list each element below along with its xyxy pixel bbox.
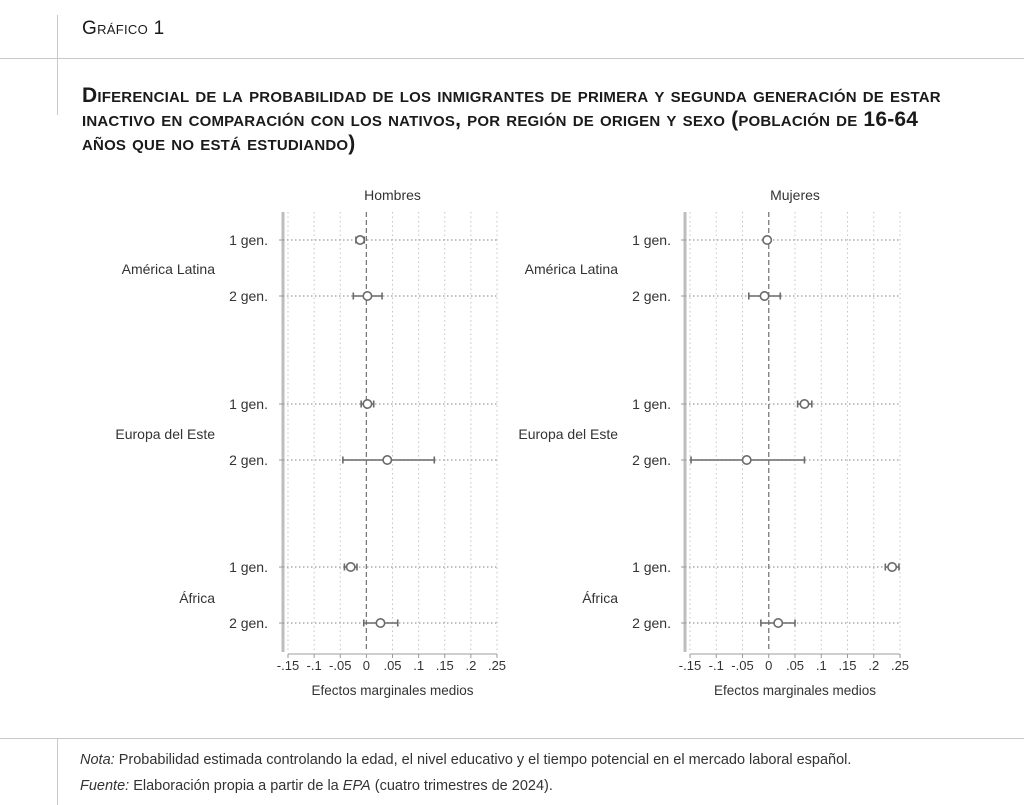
x-tick-label: -.15 xyxy=(678,658,702,673)
figure-label: Gráfico 1 xyxy=(82,18,165,39)
estimate-point xyxy=(743,456,751,464)
row-label: 1 gen. xyxy=(632,396,671,412)
estimate-point xyxy=(356,236,364,244)
region-label: Europa del Este xyxy=(115,426,215,442)
row-label: 1 gen. xyxy=(229,559,268,575)
row-label: 2 gen. xyxy=(229,615,268,631)
note-text: Probabilidad estimada controlando la edad, el nivel educativo y el tiempo potencial en el mercado laboral español. xyxy=(118,752,852,768)
region-label: África xyxy=(179,590,215,606)
chart-title: Mujeres xyxy=(770,187,820,203)
x-tick-label: .25 xyxy=(487,658,507,673)
estimate-point xyxy=(774,619,782,627)
row-label: 1 gen. xyxy=(229,232,268,248)
footer-divider xyxy=(0,738,1024,739)
note-label: Nota: xyxy=(80,752,115,768)
note-line xyxy=(80,752,851,768)
x-tick-label: -.05 xyxy=(329,658,352,673)
estimate-point xyxy=(363,400,371,408)
x-tick-label: 0 xyxy=(765,658,773,673)
estimate-point xyxy=(888,563,896,571)
x-tick-label: -.1 xyxy=(306,658,322,673)
estimate-point xyxy=(347,563,355,571)
row-label: 1 gen. xyxy=(632,559,671,575)
x-tick-label: .15 xyxy=(838,658,857,673)
row-label: 2 gen. xyxy=(229,452,268,468)
x-tick-label: -.15 xyxy=(276,658,300,673)
footer-divider-vertical xyxy=(57,738,58,805)
estimate-point xyxy=(383,456,391,464)
x-tick-label: .05 xyxy=(785,658,805,673)
x-tick-label: .25 xyxy=(890,658,910,673)
x-tick-label: 0 xyxy=(362,658,370,673)
row-label: 1 gen. xyxy=(229,396,268,412)
row-label: 2 gen. xyxy=(632,288,671,304)
estimate-point xyxy=(760,292,768,300)
row-label: 1 gen. xyxy=(632,232,671,248)
x-axis-label: Efectos marginales medios xyxy=(713,683,877,698)
source-label: Fuente: xyxy=(80,778,130,794)
estimate-point xyxy=(376,619,384,627)
estimate-point xyxy=(800,400,808,408)
source-line xyxy=(80,778,553,794)
figure-title: Diferencial de la probabilidad de los inmigrantes de primera y segunda generación de estar inactivo en comparación con los nativos, por región de origen y sexo (población de 16-64 años que no está estudiando) xyxy=(82,84,941,155)
estimate-point xyxy=(763,236,771,244)
source-text-post: (cuatro trimestres de 2024). xyxy=(374,778,553,794)
x-tick-label: -.05 xyxy=(731,658,754,673)
source-text-em: EPA xyxy=(342,778,371,794)
region-label: Europa del Este xyxy=(518,426,618,442)
x-tick-label: .05 xyxy=(383,658,402,673)
x-axis-label: Efectos marginales medios xyxy=(311,683,474,698)
region-label: América Latina xyxy=(524,261,618,277)
row-label: 2 gen. xyxy=(632,452,671,468)
estimate-point xyxy=(363,292,371,300)
row-label: 2 gen. xyxy=(229,288,268,304)
x-tick-label: .1 xyxy=(413,658,425,673)
row-label: 2 gen. xyxy=(632,615,671,631)
x-tick-label: .1 xyxy=(815,658,827,673)
x-tick-label: .15 xyxy=(435,658,454,673)
region-label: África xyxy=(582,590,618,606)
region-label: América Latina xyxy=(121,261,215,277)
source-text-pre: Elaboración propia a partir de la xyxy=(133,778,339,794)
x-tick-label: -.1 xyxy=(708,658,724,673)
x-tick-label: .2 xyxy=(465,658,477,673)
x-tick-label: .2 xyxy=(868,658,880,673)
chart-title: Hombres xyxy=(364,187,421,203)
